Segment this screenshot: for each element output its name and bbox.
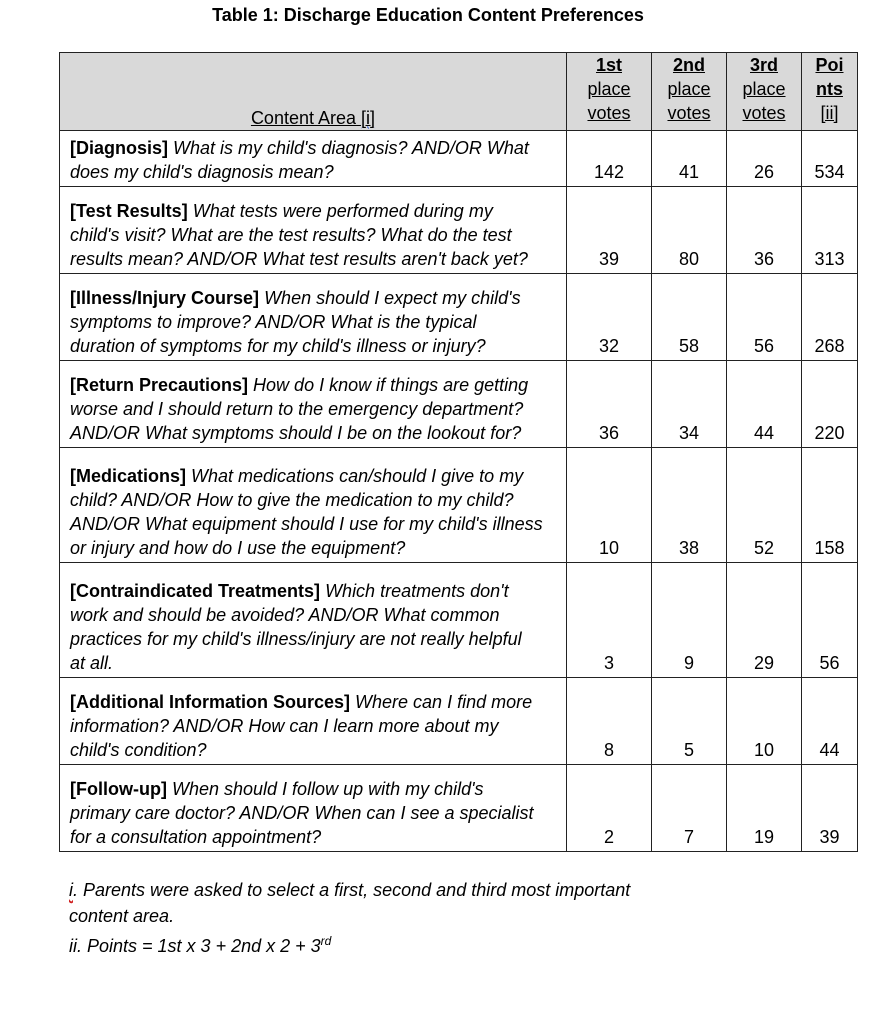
second-place-votes-cell: 7 <box>652 765 727 852</box>
table-row <box>60 131 858 187</box>
table-body <box>60 131 858 852</box>
points-cell: 158 <box>802 448 858 563</box>
preferences-table <box>59 52 858 852</box>
content-category: [Follow-up] <box>70 779 167 799</box>
content-category: [Illness/Injury Course] <box>70 288 260 308</box>
content-area-cell <box>60 678 567 765</box>
content-question-line: child? AND/OR How to give the medication to my child? <box>70 490 514 510</box>
footnote-2-superscript: rd <box>320 934 332 948</box>
content-area-cell <box>60 274 567 361</box>
content-question-line: How do I know if things are getting <box>253 375 529 395</box>
points-cell: 313 <box>802 187 858 274</box>
header-col2-line1: 2nd <box>672 55 705 75</box>
header-col2-line2: place <box>667 79 711 99</box>
content-question-line: When should I expect my child's <box>264 288 521 308</box>
third-place-votes-cell: 29 <box>727 563 802 678</box>
table-row <box>60 274 858 361</box>
footnote-1-continued: content area. <box>69 906 175 926</box>
content-question-line: Where can I find more <box>355 692 533 712</box>
header-content-area-ref: [i] <box>361 108 376 128</box>
content-category: [Test Results] <box>70 201 188 221</box>
table-row <box>60 678 858 765</box>
content-category: [Diagnosis] <box>70 138 169 158</box>
first-place-votes-cell: 142 <box>567 131 652 187</box>
header-first-place-votes <box>567 53 652 131</box>
header-col4-line1: Poi <box>815 55 844 75</box>
content-question-line: duration of symptoms for my child's illness or injury? <box>70 336 486 356</box>
footnote-1 <box>69 877 689 903</box>
header-col2-line3: votes <box>667 103 711 123</box>
first-place-votes-cell: 10 <box>567 448 652 563</box>
content-question-line: for a consultation appointment? <box>70 827 322 847</box>
content-question-line: primary care doctor? AND/OR When can I see a specialist <box>70 803 534 823</box>
third-place-votes-cell: 52 <box>727 448 802 563</box>
table-row <box>60 448 858 563</box>
footnote-2-text: ii. Points = 1st x 3 + 2nd x 2 + 3 <box>69 936 321 956</box>
content-area-cell <box>60 448 567 563</box>
points-cell: 534 <box>802 131 858 187</box>
content-category: [Return Precautions] <box>70 375 249 395</box>
content-question-line: results mean? AND/OR What test results aren't back yet? <box>70 249 528 269</box>
content-question-line: What is my child's diagnosis? AND/OR What <box>173 138 529 158</box>
header-col4-line2: nts <box>816 79 843 99</box>
content-question-line: child's condition? <box>70 740 207 760</box>
header-col3-line1: 3rd <box>749 55 778 75</box>
third-place-votes-cell: 56 <box>727 274 802 361</box>
content-category: [Medications] <box>70 466 187 486</box>
footnote-2 <box>69 933 689 959</box>
table-row <box>60 187 858 274</box>
content-question-line: at all. <box>70 653 114 673</box>
content-category: [Contraindicated Treatments] <box>70 581 321 601</box>
header-content-area-label: Content Area <box>250 108 357 128</box>
header-third-place-votes <box>727 53 802 131</box>
content-question-line: worse and I should return to the emergency department? <box>70 399 524 419</box>
first-place-votes-cell: 8 <box>567 678 652 765</box>
points-cell: 220 <box>802 361 858 448</box>
first-place-votes-cell: 32 <box>567 274 652 361</box>
third-place-votes-cell: 36 <box>727 187 802 274</box>
content-area-cell <box>60 563 567 678</box>
header-col4-line3: [ii] <box>820 103 839 123</box>
third-place-votes-cell: 26 <box>727 131 802 187</box>
footnotes <box>69 877 689 959</box>
content-question-line: or injury and how do I use the equipment? <box>70 538 406 558</box>
third-place-votes-cell: 10 <box>727 678 802 765</box>
content-question-line: What medications can/should I give to my <box>191 466 524 486</box>
content-question-line: AND/OR What equipment should I use for my child's illness <box>70 514 543 534</box>
points-cell: 268 <box>802 274 858 361</box>
content-area-cell <box>60 187 567 274</box>
footnote-1-text: . Parents were asked to select a first, second and third most important <box>73 880 631 900</box>
header-content-area <box>60 53 567 131</box>
content-category: [Additional Information Sources] <box>70 692 351 712</box>
second-place-votes-cell: 5 <box>652 678 727 765</box>
first-place-votes-cell: 2 <box>567 765 652 852</box>
content-question-line: work and should be avoided? AND/OR What common <box>70 605 500 625</box>
content-area-cell <box>60 765 567 852</box>
header-col1-line1: 1st <box>595 55 622 75</box>
content-question-line: symptoms to improve? AND/OR What is the typical <box>70 312 477 332</box>
points-cell: 39 <box>802 765 858 852</box>
content-question-line: Which treatments don't <box>325 581 509 601</box>
first-place-votes-cell: 36 <box>567 361 652 448</box>
table-row <box>60 361 858 448</box>
content-question-line: When should I follow up with my child's <box>171 779 484 799</box>
table-row <box>60 563 858 678</box>
header-col1-line3: votes <box>587 103 631 123</box>
content-area-cell <box>60 361 567 448</box>
second-place-votes-cell: 38 <box>652 448 727 563</box>
content-question-line: does my child's diagnosis mean? <box>70 162 334 182</box>
first-place-votes-cell: 3 <box>567 563 652 678</box>
third-place-votes-cell: 19 <box>727 765 802 852</box>
content-question-line: practices for my child's illness/injury are not really helpful <box>70 629 522 649</box>
header-second-place-votes <box>652 53 727 131</box>
content-question-line: AND/OR What symptoms should I be on the lookout for? <box>70 423 522 443</box>
header-col3-line2: place <box>742 79 786 99</box>
content-area-cell <box>60 131 567 187</box>
header-row <box>60 53 858 131</box>
second-place-votes-cell: 9 <box>652 563 727 678</box>
points-cell: 56 <box>802 563 858 678</box>
third-place-votes-cell: 44 <box>727 361 802 448</box>
footnote-1-marker: i <box>69 880 73 900</box>
content-question-line: information? AND/OR How can I learn more about my <box>70 716 499 736</box>
header-col3-line3: votes <box>742 103 786 123</box>
second-place-votes-cell: 41 <box>652 131 727 187</box>
header-col1-line2: place <box>587 79 631 99</box>
second-place-votes-cell: 80 <box>652 187 727 274</box>
second-place-votes-cell: 34 <box>652 361 727 448</box>
content-question-line: What tests were performed during my <box>192 201 493 221</box>
points-cell: 44 <box>802 678 858 765</box>
table-row <box>60 765 858 852</box>
first-place-votes-cell: 39 <box>567 187 652 274</box>
second-place-votes-cell: 58 <box>652 274 727 361</box>
table-title: Table 1: Discharge Education Content Preferences <box>212 5 644 25</box>
header-points <box>802 53 858 131</box>
content-question-line: child's visit? What are the test results? What do the test <box>70 225 512 245</box>
